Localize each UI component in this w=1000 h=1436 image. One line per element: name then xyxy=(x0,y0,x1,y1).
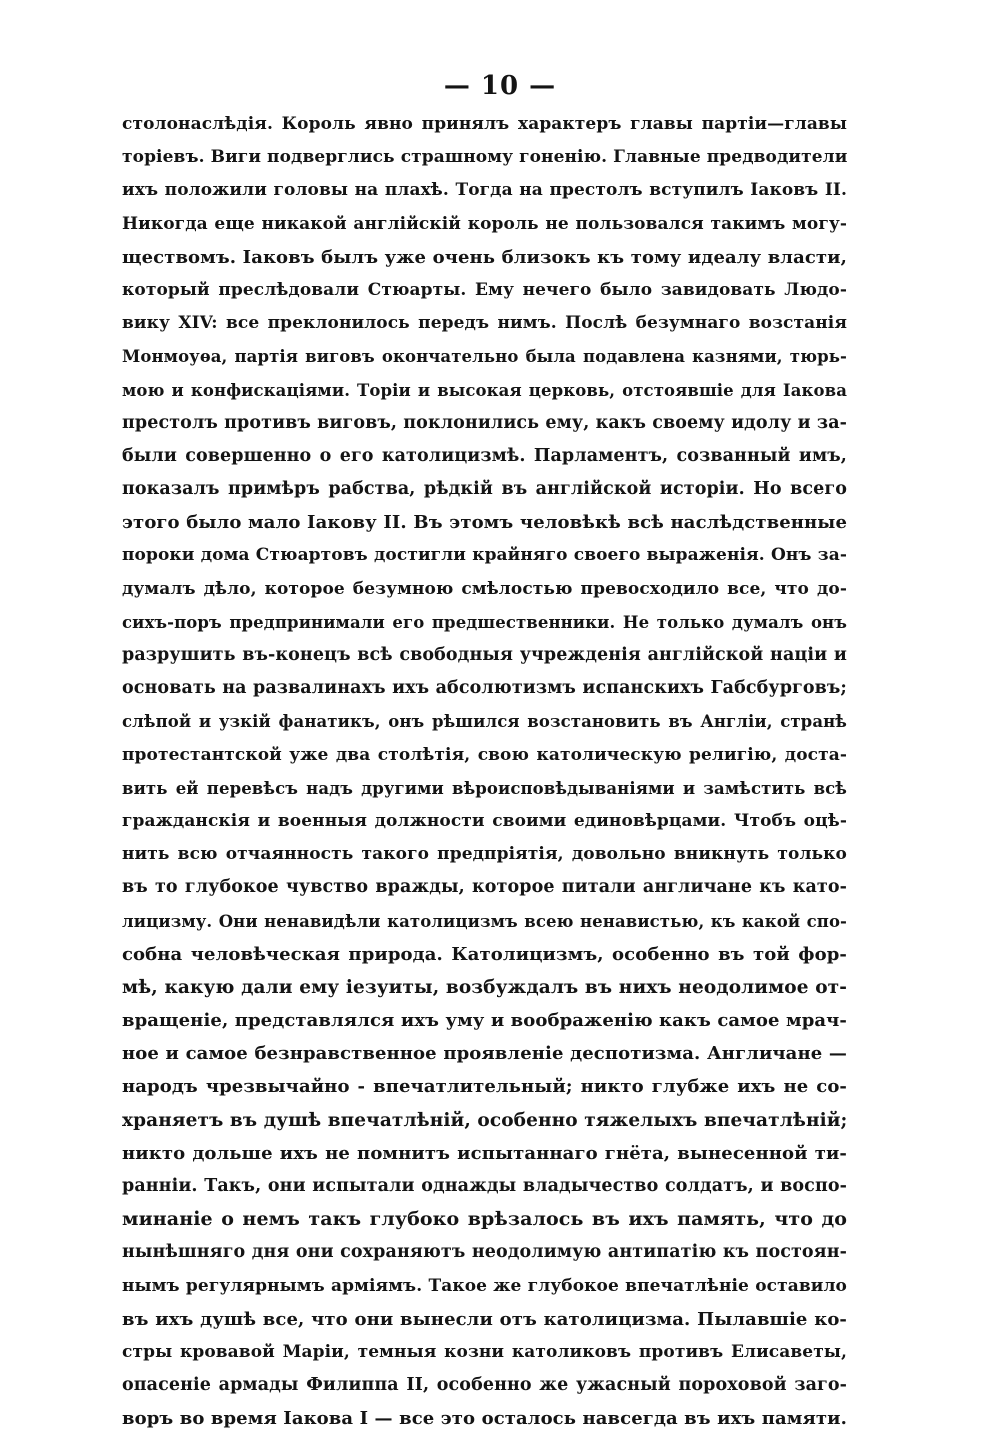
text-line: показалъ примѣръ рабства, рѣдкій въ англійской исторіи. Но всего xyxy=(122,479,847,500)
text-line: пороки дома Стюартовъ достигли крайняго своего выраженія. Онъ за- xyxy=(122,545,847,566)
text-line: нынѣшняго дня они сохраняютъ неодолимую антипатію къ постоян- xyxy=(122,1242,847,1263)
text-line: лицизму. Они ненавидѣли католицизмъ всею ненавистью, къ какой спо- xyxy=(122,911,847,931)
text-line: основать на развалинахъ ихъ абсолютизмъ испанскихъ Габсбурговъ; xyxy=(122,678,847,699)
text-line: гражданскія и военныя должности своими единовѣрцами. Чтобъ оцѣ- xyxy=(122,810,847,831)
text-line: стры кровавой Маріи, темныя козни католиковъ противъ Елисаветы, xyxy=(122,1341,847,1362)
text-line: ное и самое безнравственное проявленіе деспотизма. Англичане — xyxy=(122,1043,847,1065)
text-line: сихъ-поръ предпринимали его предшественники. Не только думалъ онъ xyxy=(122,612,847,632)
text-line: въ ихъ душѣ все, что они вынесли отъ католицизма. Пылавшіе ко- xyxy=(122,1308,847,1330)
text-line: нымъ регулярнымъ арміямъ. Такое же глубокое впечатлѣніе оставило xyxy=(122,1275,847,1296)
text-line: были совершенно о его католицизмѣ. Парламентъ, созванный имъ, xyxy=(122,445,847,466)
text-line: опасеніе армады Филиппа II, особенно же ужасный пороховой заго- xyxy=(122,1375,847,1396)
text-line: торіевъ. Виги подверглись страшному гоненію. Главные предводители xyxy=(122,147,847,168)
text-line: слѣпой и узкій фанатикъ, онъ рѣшился возстановить въ Англіи, странѣ xyxy=(122,712,847,732)
text-line: въ то глубокое чувство вражды, которое питали англичане къ като- xyxy=(122,877,847,898)
text-line: вращеніе, представлялся ихъ уму и воображенію какъ самое мрач- xyxy=(122,1010,847,1032)
text-line: народъ чрезвычайно - впечатлительный; никто глубже ихъ не со- xyxy=(122,1076,847,1098)
text-line: нить всю отчаянность такого предпріятія, довольно вникнуть только xyxy=(122,844,847,865)
text-line: который преслѣдовали Стюарты. Ему нечего было завидовать Людо- xyxy=(122,279,847,300)
text-line: минаніе о немъ такъ глубоко врѣзалось въ ихъ память, что до xyxy=(122,1208,847,1231)
text-line: вику XIV: все преклонилось передъ нимъ. Послѣ безумнаго возстанія xyxy=(122,313,847,334)
text-line: разрушить въ-конецъ всѣ свободныя учрежденія англійской націи и xyxy=(122,645,847,665)
text-line: мѣ, какую дали ему іезуиты, возбуждалъ въ нихъ неодолимое от- xyxy=(122,976,847,998)
page-number: — 10 — xyxy=(443,71,557,101)
body-text xyxy=(122,108,847,1436)
text-line: вить ей перевѣсъ надъ другими вѣроисповѣдываніями и замѣстить всѣ xyxy=(122,778,847,798)
text-line: никто дольше ихъ не помнитъ испытаннаго гнёта, вынесенной ти- xyxy=(122,1142,847,1164)
text-line: столонаслѣдія. Король явно принялъ характеръ главы партіи—главы xyxy=(122,114,847,134)
text-line: ранніи. Такъ, они испытали однажды владычество солдатъ, и воспо- xyxy=(122,1176,847,1196)
text-line: мою и конфискаціями. Торіи и высокая церковь, отстоявшіе для Іакова xyxy=(122,380,847,400)
text-line: ществомъ. Іаковъ былъ уже очень близокъ къ тому идеалу власти, xyxy=(122,246,847,268)
text-line: протестантской уже два столѣтія, свою католическую религію, доста- xyxy=(122,744,847,765)
text-line: престолъ противъ виговъ, поклонились ему, какъ своему идолу и за- xyxy=(122,412,847,433)
text-line: этого было мало Іакову II. Въ этомъ человѣкѣ всѣ наслѣдственные xyxy=(122,512,847,534)
text-line: собна человѣческая природа. Католицизмъ, особенно въ той фор- xyxy=(122,943,847,965)
text-line: Монмоуѳа, партія виговъ окончательно была подавлена казнями, тюрь- xyxy=(122,347,847,367)
text-line: воръ во время Іакова I — все это осталось навсегда въ ихъ памяти. xyxy=(122,1408,847,1430)
text-line: Никогда еще никакой англійскій король не пользовался такимъ могу- xyxy=(122,213,847,234)
text-line: храняетъ въ душѣ впечатлѣній, особенно тяжелыхъ впечатлѣній; xyxy=(122,1109,847,1131)
text-line: ихъ положили головы на плахѣ. Тогда на престолъ вступилъ Іаковъ II. xyxy=(122,180,847,201)
text-line: думалъ дѣло, которое безумною смѣлостью превосходило все, что до- xyxy=(122,578,847,599)
